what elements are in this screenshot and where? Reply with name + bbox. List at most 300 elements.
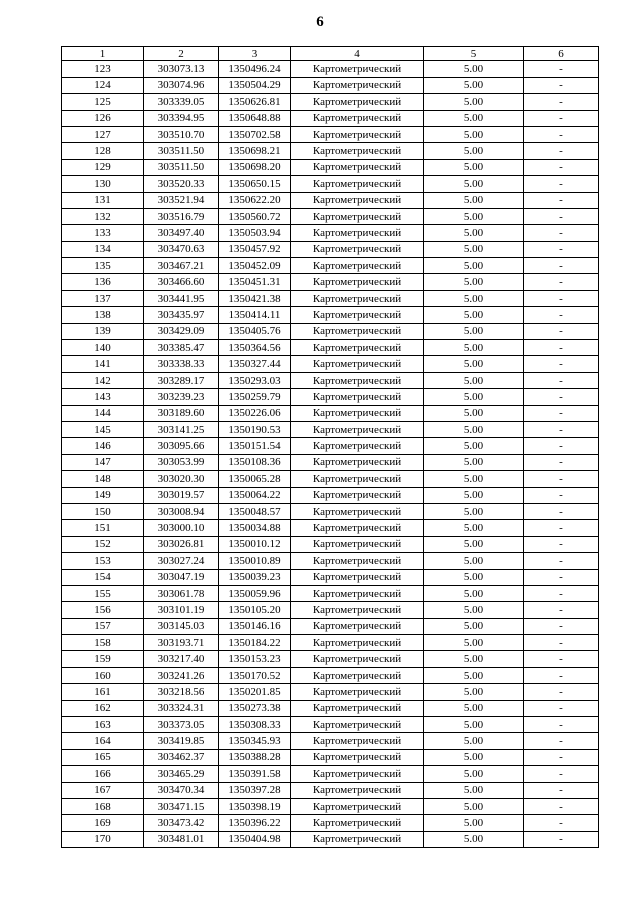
point-number-cell: 143: [62, 389, 144, 405]
note-cell: -: [524, 372, 599, 388]
point-number-cell: 126: [62, 110, 144, 126]
table-row: [62, 782, 599, 798]
coord-y-cell: 1350622.20: [219, 192, 291, 208]
accuracy-cell: 5.00: [424, 553, 524, 569]
point-number-cell: 133: [62, 225, 144, 241]
coord-x-cell: 303429.09: [144, 323, 219, 339]
coord-y-cell: 1350010.12: [219, 536, 291, 552]
accuracy-cell: 5.00: [424, 798, 524, 814]
point-number-cell: 165: [62, 749, 144, 765]
accuracy-cell: 5.00: [424, 356, 524, 372]
accuracy-cell: 5.00: [424, 585, 524, 601]
header-cell: 1: [62, 47, 144, 61]
accuracy-cell: 5.00: [424, 61, 524, 77]
coord-y-cell: 1350059.96: [219, 585, 291, 601]
method-cell: Картометрический: [291, 618, 424, 634]
point-number-cell: 132: [62, 208, 144, 224]
table-row: [62, 438, 599, 454]
coord-x-cell: 303419.85: [144, 733, 219, 749]
note-cell: -: [524, 208, 599, 224]
accuracy-cell: 5.00: [424, 602, 524, 618]
note-cell: -: [524, 635, 599, 651]
header-cell: 6: [524, 47, 599, 61]
coord-x-cell: 303241.26: [144, 667, 219, 683]
table-row: [62, 356, 599, 372]
note-cell: -: [524, 700, 599, 716]
coord-y-cell: 1350391.58: [219, 766, 291, 782]
note-cell: -: [524, 831, 599, 847]
coord-y-cell: 1350626.81: [219, 94, 291, 110]
coord-y-cell: 1350048.57: [219, 503, 291, 519]
accuracy-cell: 5.00: [424, 782, 524, 798]
note-cell: -: [524, 421, 599, 437]
coord-x-cell: 303061.78: [144, 585, 219, 601]
table-row: [62, 471, 599, 487]
accuracy-cell: 5.00: [424, 421, 524, 437]
method-cell: Картометрический: [291, 503, 424, 519]
method-cell: Картометрический: [291, 258, 424, 274]
table-row: [62, 159, 599, 175]
coord-x-cell: 303520.33: [144, 176, 219, 192]
table-row: [62, 618, 599, 634]
note-cell: -: [524, 536, 599, 552]
method-cell: Картометрический: [291, 471, 424, 487]
header-cell: 3: [219, 47, 291, 61]
coord-y-cell: 1350396.22: [219, 815, 291, 831]
coord-x-cell: 303510.70: [144, 126, 219, 142]
table-row: [62, 258, 599, 274]
coord-y-cell: 1350010.89: [219, 553, 291, 569]
coord-x-cell: 303027.24: [144, 553, 219, 569]
point-number-cell: 137: [62, 290, 144, 306]
table-row: [62, 274, 599, 290]
table-row: [62, 651, 599, 667]
note-cell: -: [524, 684, 599, 700]
table-row: [62, 667, 599, 683]
coord-x-cell: 303145.03: [144, 618, 219, 634]
coord-x-cell: 303095.66: [144, 438, 219, 454]
accuracy-cell: 5.00: [424, 733, 524, 749]
accuracy-cell: 5.00: [424, 340, 524, 356]
coord-y-cell: 1350293.03: [219, 372, 291, 388]
accuracy-cell: 5.00: [424, 749, 524, 765]
accuracy-cell: 5.00: [424, 503, 524, 519]
note-cell: -: [524, 61, 599, 77]
accuracy-cell: 5.00: [424, 323, 524, 339]
accuracy-cell: 5.00: [424, 176, 524, 192]
header-cell: 2: [144, 47, 219, 61]
note-cell: -: [524, 323, 599, 339]
coord-x-cell: 303008.94: [144, 503, 219, 519]
accuracy-cell: 5.00: [424, 684, 524, 700]
note-cell: -: [524, 356, 599, 372]
table-row: [62, 684, 599, 700]
coord-x-cell: 303435.97: [144, 307, 219, 323]
accuracy-cell: 5.00: [424, 372, 524, 388]
point-number-cell: 158: [62, 635, 144, 651]
coord-y-cell: 1350184.22: [219, 635, 291, 651]
point-number-cell: 147: [62, 454, 144, 470]
coord-x-cell: 303189.60: [144, 405, 219, 421]
coord-y-cell: 1350504.29: [219, 77, 291, 93]
coord-y-cell: 1350259.79: [219, 389, 291, 405]
coord-x-cell: 303101.19: [144, 602, 219, 618]
table-row: [62, 208, 599, 224]
method-cell: Картометрический: [291, 405, 424, 421]
coord-x-cell: 303339.05: [144, 94, 219, 110]
point-number-cell: 156: [62, 602, 144, 618]
accuracy-cell: 5.00: [424, 766, 524, 782]
point-number-cell: 141: [62, 356, 144, 372]
header-row: [62, 47, 599, 61]
coord-y-cell: 1350327.44: [219, 356, 291, 372]
table-row: [62, 700, 599, 716]
table-row: [62, 749, 599, 765]
point-number-cell: 134: [62, 241, 144, 257]
note-cell: -: [524, 307, 599, 323]
accuracy-cell: 5.00: [424, 536, 524, 552]
table-row: [62, 77, 599, 93]
coord-y-cell: 1350201.85: [219, 684, 291, 700]
coord-y-cell: 1350397.28: [219, 782, 291, 798]
point-number-cell: 162: [62, 700, 144, 716]
coord-y-cell: 1350105.20: [219, 602, 291, 618]
accuracy-cell: 5.00: [424, 405, 524, 421]
page-number: 6: [316, 14, 324, 30]
accuracy-cell: 5.00: [424, 159, 524, 175]
coord-y-cell: 1350457.92: [219, 241, 291, 257]
table-body: [62, 61, 599, 848]
table-row: [62, 389, 599, 405]
coord-x-cell: 303019.57: [144, 487, 219, 503]
coord-x-cell: 303020.30: [144, 471, 219, 487]
point-number-cell: 148: [62, 471, 144, 487]
note-cell: -: [524, 77, 599, 93]
coord-x-cell: 303470.34: [144, 782, 219, 798]
coord-x-cell: 303074.96: [144, 77, 219, 93]
method-cell: Картометрический: [291, 553, 424, 569]
method-cell: Картометрический: [291, 815, 424, 831]
point-number-cell: 135: [62, 258, 144, 274]
table-row: [62, 553, 599, 569]
coord-y-cell: 1350065.28: [219, 471, 291, 487]
method-cell: Картометрический: [291, 487, 424, 503]
accuracy-cell: 5.00: [424, 520, 524, 536]
method-cell: Картометрический: [291, 651, 424, 667]
coord-y-cell: 1350650.15: [219, 176, 291, 192]
coord-y-cell: 1350421.38: [219, 290, 291, 306]
method-cell: Картометрический: [291, 61, 424, 77]
coord-x-cell: 303026.81: [144, 536, 219, 552]
point-number-cell: 123: [62, 61, 144, 77]
table-row: [62, 340, 599, 356]
coord-x-cell: 303473.42: [144, 815, 219, 831]
note-cell: -: [524, 585, 599, 601]
method-cell: Картометрический: [291, 667, 424, 683]
table-row: [62, 798, 599, 814]
table-row: [62, 454, 599, 470]
coord-y-cell: 1350560.72: [219, 208, 291, 224]
note-cell: -: [524, 454, 599, 470]
coord-x-cell: 303470.63: [144, 241, 219, 257]
coord-y-cell: 1350405.76: [219, 323, 291, 339]
coord-y-cell: 1350451.31: [219, 274, 291, 290]
point-number-cell: 128: [62, 143, 144, 159]
note-cell: -: [524, 553, 599, 569]
accuracy-cell: 5.00: [424, 208, 524, 224]
table-row: [62, 405, 599, 421]
accuracy-cell: 5.00: [424, 77, 524, 93]
table-row: [62, 126, 599, 142]
method-cell: Картометрический: [291, 356, 424, 372]
method-cell: Картометрический: [291, 700, 424, 716]
accuracy-cell: 5.00: [424, 290, 524, 306]
coord-x-cell: 303497.40: [144, 225, 219, 241]
note-cell: -: [524, 749, 599, 765]
coord-y-cell: 1350064.22: [219, 487, 291, 503]
coord-x-cell: 303467.21: [144, 258, 219, 274]
note-cell: -: [524, 405, 599, 421]
coord-y-cell: 1350273.38: [219, 700, 291, 716]
method-cell: Картометрический: [291, 143, 424, 159]
coord-x-cell: 303462.37: [144, 749, 219, 765]
method-cell: Картометрический: [291, 635, 424, 651]
point-number-cell: 157: [62, 618, 144, 634]
point-number-cell: 167: [62, 782, 144, 798]
coord-y-cell: 1350153.23: [219, 651, 291, 667]
method-cell: Картометрический: [291, 192, 424, 208]
accuracy-cell: 5.00: [424, 569, 524, 585]
note-cell: -: [524, 192, 599, 208]
coord-x-cell: 303141.25: [144, 421, 219, 437]
coord-y-cell: 1350698.20: [219, 159, 291, 175]
accuracy-cell: 5.00: [424, 700, 524, 716]
method-cell: Картометрический: [291, 159, 424, 175]
coord-y-cell: 1350503.94: [219, 225, 291, 241]
note-cell: -: [524, 569, 599, 585]
point-number-cell: 155: [62, 585, 144, 601]
note-cell: -: [524, 733, 599, 749]
point-number-cell: 149: [62, 487, 144, 503]
method-cell: Картометрический: [291, 208, 424, 224]
method-cell: Картометрический: [291, 766, 424, 782]
table-row: [62, 61, 599, 77]
table-row: [62, 225, 599, 241]
point-number-cell: 151: [62, 520, 144, 536]
method-cell: Картометрический: [291, 831, 424, 847]
method-cell: Картометрический: [291, 536, 424, 552]
table-row: [62, 110, 599, 126]
note-cell: -: [524, 225, 599, 241]
accuracy-cell: 5.00: [424, 94, 524, 110]
coord-y-cell: 1350151.54: [219, 438, 291, 454]
table-row: [62, 520, 599, 536]
coord-y-cell: 1350452.09: [219, 258, 291, 274]
table-row: [62, 569, 599, 585]
point-number-cell: 160: [62, 667, 144, 683]
method-cell: Картометрический: [291, 241, 424, 257]
method-cell: Картометрический: [291, 421, 424, 437]
note-cell: -: [524, 290, 599, 306]
accuracy-cell: 5.00: [424, 487, 524, 503]
method-cell: Картометрический: [291, 323, 424, 339]
coord-x-cell: 303324.31: [144, 700, 219, 716]
table-row: [62, 635, 599, 651]
point-number-cell: 136: [62, 274, 144, 290]
coord-y-cell: 1350226.06: [219, 405, 291, 421]
method-cell: Картометрический: [291, 798, 424, 814]
table-row: [62, 815, 599, 831]
point-number-cell: 146: [62, 438, 144, 454]
coord-y-cell: 1350414.11: [219, 307, 291, 323]
table-row: [62, 733, 599, 749]
note-cell: -: [524, 782, 599, 798]
accuracy-cell: 5.00: [424, 651, 524, 667]
table-row: [62, 143, 599, 159]
coord-y-cell: 1350170.52: [219, 667, 291, 683]
method-cell: Картометрический: [291, 372, 424, 388]
point-number-cell: 145: [62, 421, 144, 437]
method-cell: Картометрический: [291, 225, 424, 241]
accuracy-cell: 5.00: [424, 717, 524, 733]
accuracy-cell: 5.00: [424, 192, 524, 208]
method-cell: Картометрический: [291, 274, 424, 290]
method-cell: Картометрический: [291, 389, 424, 405]
table-row: [62, 323, 599, 339]
header-cell: 4: [291, 47, 424, 61]
point-number-cell: 131: [62, 192, 144, 208]
method-cell: Картометрический: [291, 176, 424, 192]
note-cell: -: [524, 110, 599, 126]
coord-x-cell: 303441.95: [144, 290, 219, 306]
coord-x-cell: 303000.10: [144, 520, 219, 536]
coord-y-cell: 1350698.21: [219, 143, 291, 159]
table-row: [62, 717, 599, 733]
coord-x-cell: 303471.15: [144, 798, 219, 814]
coord-x-cell: 303373.05: [144, 717, 219, 733]
coordinates-table: [61, 46, 599, 848]
accuracy-cell: 5.00: [424, 110, 524, 126]
note-cell: -: [524, 340, 599, 356]
point-number-cell: 168: [62, 798, 144, 814]
point-number-cell: 130: [62, 176, 144, 192]
coord-x-cell: 303394.95: [144, 110, 219, 126]
table-row: [62, 585, 599, 601]
table-header: [62, 47, 599, 61]
method-cell: Картометрический: [291, 307, 424, 323]
coord-x-cell: 303465.29: [144, 766, 219, 782]
header-cell: 5: [424, 47, 524, 61]
coord-y-cell: 1350190.53: [219, 421, 291, 437]
method-cell: Картометрический: [291, 520, 424, 536]
method-cell: Картометрический: [291, 126, 424, 142]
coord-y-cell: 1350648.88: [219, 110, 291, 126]
coord-y-cell: 1350364.56: [219, 340, 291, 356]
coord-y-cell: 1350345.93: [219, 733, 291, 749]
accuracy-cell: 5.00: [424, 258, 524, 274]
accuracy-cell: 5.00: [424, 225, 524, 241]
coord-y-cell: 1350388.28: [219, 749, 291, 765]
point-number-cell: 152: [62, 536, 144, 552]
table-row: [62, 831, 599, 847]
method-cell: Картометрический: [291, 782, 424, 798]
coord-x-cell: 303193.71: [144, 635, 219, 651]
point-number-cell: 161: [62, 684, 144, 700]
accuracy-cell: 5.00: [424, 126, 524, 142]
note-cell: -: [524, 766, 599, 782]
table-row: [62, 372, 599, 388]
method-cell: Картометрический: [291, 684, 424, 700]
coord-x-cell: 303385.47: [144, 340, 219, 356]
note-cell: -: [524, 389, 599, 405]
point-number-cell: 150: [62, 503, 144, 519]
table-row: [62, 241, 599, 257]
coord-x-cell: 303239.23: [144, 389, 219, 405]
point-number-cell: 169: [62, 815, 144, 831]
coord-y-cell: 1350108.36: [219, 454, 291, 470]
coord-x-cell: 303516.79: [144, 208, 219, 224]
note-cell: -: [524, 717, 599, 733]
coord-x-cell: 303053.99: [144, 454, 219, 470]
table-row: [62, 503, 599, 519]
point-number-cell: 166: [62, 766, 144, 782]
note-cell: -: [524, 618, 599, 634]
point-number-cell: 142: [62, 372, 144, 388]
note-cell: -: [524, 126, 599, 142]
method-cell: Картометрический: [291, 454, 424, 470]
coord-y-cell: 1350404.98: [219, 831, 291, 847]
accuracy-cell: 5.00: [424, 274, 524, 290]
point-number-cell: 124: [62, 77, 144, 93]
table-row: [62, 487, 599, 503]
coord-x-cell: 303466.60: [144, 274, 219, 290]
method-cell: Картометрический: [291, 585, 424, 601]
accuracy-cell: 5.00: [424, 454, 524, 470]
table-row: [62, 307, 599, 323]
coord-x-cell: 303511.50: [144, 143, 219, 159]
point-number-cell: 127: [62, 126, 144, 142]
note-cell: -: [524, 487, 599, 503]
accuracy-cell: 5.00: [424, 389, 524, 405]
note-cell: -: [524, 471, 599, 487]
point-number-cell: 164: [62, 733, 144, 749]
coord-x-cell: 303289.17: [144, 372, 219, 388]
point-number-cell: 153: [62, 553, 144, 569]
accuracy-cell: 5.00: [424, 815, 524, 831]
coord-y-cell: 1350496.24: [219, 61, 291, 77]
note-cell: -: [524, 503, 599, 519]
method-cell: Картометрический: [291, 733, 424, 749]
note-cell: -: [524, 94, 599, 110]
method-cell: Картометрический: [291, 602, 424, 618]
coord-x-cell: 303218.56: [144, 684, 219, 700]
point-number-cell: 163: [62, 717, 144, 733]
point-number-cell: 139: [62, 323, 144, 339]
point-number-cell: 125: [62, 94, 144, 110]
table-row: [62, 766, 599, 782]
point-number-cell: 138: [62, 307, 144, 323]
coord-x-cell: 303217.40: [144, 651, 219, 667]
note-cell: -: [524, 667, 599, 683]
method-cell: Картометрический: [291, 340, 424, 356]
point-number-cell: 129: [62, 159, 144, 175]
note-cell: -: [524, 159, 599, 175]
note-cell: -: [524, 815, 599, 831]
table-row: [62, 176, 599, 192]
method-cell: Картометрический: [291, 110, 424, 126]
method-cell: Картометрический: [291, 717, 424, 733]
coord-x-cell: 303047.19: [144, 569, 219, 585]
